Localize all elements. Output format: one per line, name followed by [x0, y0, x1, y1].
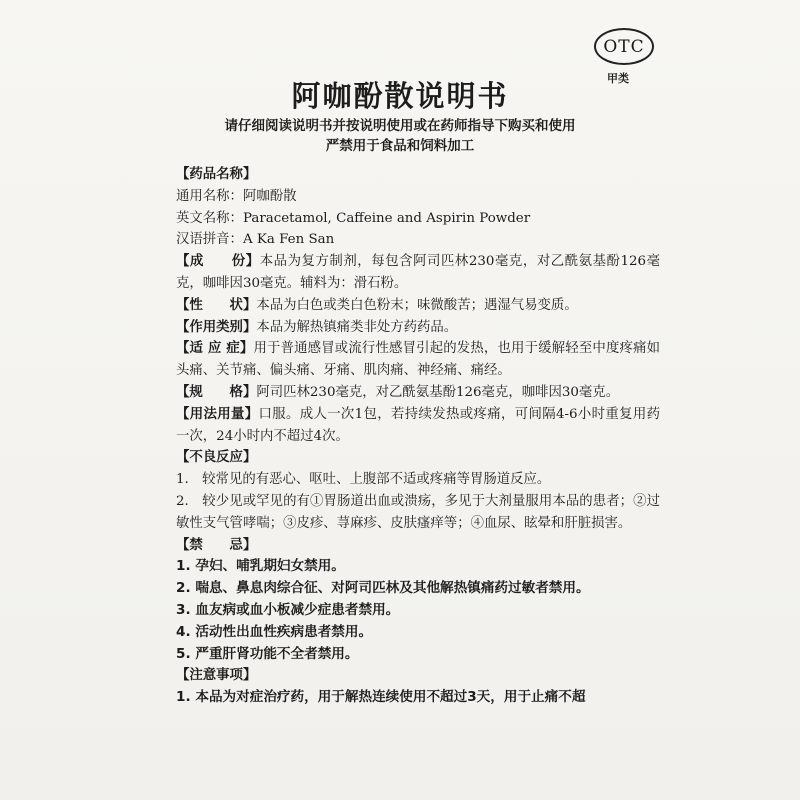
page-title: 阿咖酚散说明书	[291, 79, 509, 113]
subtitle-prohibition: 严禁用于食品和饲料加工	[325, 138, 475, 154]
section-precautions	[176, 665, 660, 709]
generic-name: 通用名称：阿咖酚散	[176, 188, 297, 204]
otc-badge-text: OTC	[603, 36, 645, 57]
subtitle-instruction: 请仔细阅读说明书并按说明使用或在药师指导下购买和使用	[224, 118, 576, 134]
section-dosage	[176, 404, 660, 448]
section-heading: 【成 份】	[176, 254, 260, 270]
section-category	[176, 317, 660, 339]
otc-badge	[594, 28, 654, 65]
section-heading: 【注意事项】	[176, 668, 257, 684]
section-properties	[176, 295, 660, 317]
section-heading: 【不良反应】	[176, 450, 257, 466]
list-item: 4. 活动性出血性疾病患者禁用。	[176, 623, 373, 640]
section-heading: 【作用类别】	[176, 319, 257, 335]
section-text: 本品为解热镇痛类非处方药药品。	[256, 319, 458, 335]
section-text: 阿司匹林230毫克，对乙酰氨基酚126毫克，咖啡因30毫克。	[256, 384, 620, 400]
section-contraindications	[176, 535, 660, 666]
list-item: 2. 喘息、鼻息肉综合征、对阿司匹林及其他解热镇痛药过敏者禁用。	[176, 580, 590, 597]
section-text: 本品为复方制剂，每包含阿司匹林230毫克，对乙酰氨基酚126毫克，咖啡因30毫克。辅料为：滑石粉。	[176, 254, 661, 291]
list-item: 1. 本品为对症治疗药，用于解热连续使用不超过3天，用于止痛不超	[176, 689, 586, 706]
section-heading: 【药品名称】	[176, 167, 257, 182]
english-name: 英文名称：Paracetamol, Caffeine and Aspirin Powder	[176, 210, 531, 226]
list-item: 2. 较少见或罕见的有①胃肠道出血或溃疡，多见于大剂量服用本品的患者；②过敏性支气管哮喘；③皮疹、荨麻疹、皮肤瘙痒等；④血尿、眩晕和肝脏损害。	[176, 493, 660, 531]
pinyin-name: 汉语拼音：A Ka Fen San	[176, 232, 335, 248]
list-item: 1. 孕妇、哺乳期妇女禁用。	[176, 558, 345, 575]
section-text: 用于普通感冒或流行性感冒引起的发热，也用于缓解轻至中度疼痛如头痛、关节痛、偏头痛、牙痛、肌肉痛、神经痛、痛经。	[176, 341, 661, 379]
section-indications	[176, 338, 660, 382]
leaflet-body	[176, 164, 660, 709]
section-heading: 【规 格】	[176, 384, 257, 400]
section-composition	[176, 251, 660, 295]
section-text: 口服。成人一次1包，若持续发热或疼痛，可间隔4-6小时重复用药一次，24小时内不超过4次。	[176, 406, 660, 444]
list-item: 3. 血友病或血小板减少症患者禁用。	[176, 601, 400, 618]
section-adverse-reactions	[176, 447, 660, 534]
otc-class-label: 甲类	[607, 72, 629, 85]
section-heading: 【适 应 症】	[176, 341, 254, 357]
list-item: 5. 严重肝肾功能不全者禁用。	[176, 645, 359, 662]
section-heading: 【禁 忌】	[176, 537, 257, 553]
list-item: 1. 较常见的有恶心、呕吐、上腹部不适或疼痛等胃肠道反应。	[176, 472, 551, 488]
section-text: 本品为白色或类白色粉末；味微酸苦；遇湿气易变质。	[256, 297, 578, 313]
section-drug-name	[176, 164, 660, 251]
section-specification	[176, 382, 660, 404]
section-heading: 【用法用量】	[176, 406, 259, 422]
section-heading: 【性 状】	[176, 297, 257, 313]
